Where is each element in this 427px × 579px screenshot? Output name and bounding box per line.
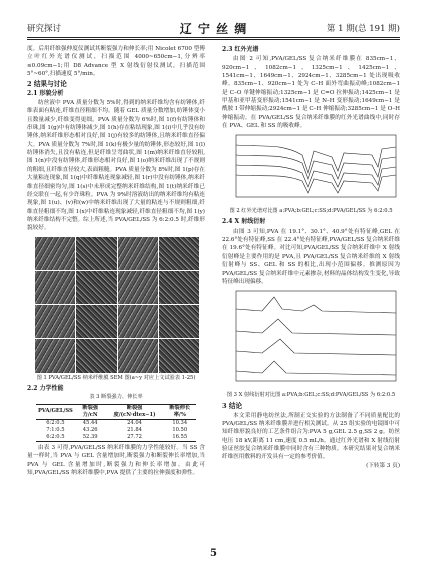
sem-image <box>35 339 75 372</box>
table-cell: 10.34 <box>172 419 188 426</box>
xrd-curve-a <box>236 297 396 313</box>
page-header <box>27 22 400 38</box>
table-row <box>36 427 196 434</box>
strength-table <box>36 404 196 442</box>
ir-spectrum-plot <box>222 133 400 207</box>
xrd-figure <box>222 289 400 391</box>
table-cell: 21.84 <box>127 426 142 433</box>
infrared-paragraph: 由图 2 可知,PVA/GEL/SS 复合纳米纤维膜在 835cm−1、920cm−1、1082cm−1、1325cm−1、1425cm−1、1541cm−1、1649cm−1、2924cm−1、3285cm−1 处出现吸收峰。835cm−1、920cm−1 处为 C–H 面外弯曲振动峰;1082cm−1 是 C–O 单键伸缩振动;1325cm−1 是 C=O 拉伸振动;1425cm−1 是甲基和亚甲基变形振动;1541cm−1 是 N–H 变形振动;1649cm−1 是酰胺 I 带伸缩振动;2924cm−1 是 C–H 伸缩振动;3285cm−1 是 O–H 伸缩振动。在 PVA/GEL/SS 复合纳米纤维膜的红外光谱曲线中,同时存在 PVA、GEL 和 SS 的吸收峰。 <box>222 56 400 130</box>
header-rule-thin <box>27 39 400 40</box>
table-header: PVA/GEL/SS <box>38 408 73 415</box>
table-cell: 45.44 <box>82 419 98 426</box>
sem-image <box>35 305 75 338</box>
table-cell: 52.39 <box>82 433 98 440</box>
sem-image-grid <box>35 237 199 373</box>
methods-paragraph: 度。后用纤维强伸度仪测试其断裂强力和伸长率;用 Nicolet 6700 型傅立叶红外光谱仪测试，扫描范围 4000~650cm−1,分辨率≤0.09cm−1;用 D8 Advance 型 X 射线衍射仪测试，扫描范围 5°~60°,扫描速度 5°/min。 <box>27 46 205 78</box>
xrd-plot <box>222 289 400 391</box>
table-cell: 6:2:0.5 <box>46 419 65 426</box>
xrd-curve-b <box>236 319 396 335</box>
ir-curve-a <box>236 145 396 173</box>
xrd-paragraph: 由图 3 可知,PVA 在 19.1°、30.1°、40.9°处有特征峰,GEL 在 22.6°处有特征峰,SS 在 22.4°处有特征峰,PVA/GEL/SS 复合纳米纤维在 19.6°处有特征峰。对比可知,PVA/GEL/SS 复合纳米纤维中 X 射线衍射峰是主要作用的是 PVA,且 PVA/GEL/SS 复合纳米纤维的 X 射线衍射峰与 SS、GEL 和 SS 的相比,出现小范围偏移。推测原因为 PVA/GEL/SS 复合纳米纤维中元素掺杂,材料的晶体结构发生变化,导致特征峰出现偏移。 <box>222 228 400 285</box>
table-cell: 43.26 <box>82 426 98 433</box>
sem-image <box>118 305 158 338</box>
sem-image <box>118 271 158 304</box>
sem-image <box>35 237 75 270</box>
xrd-curve-c <box>236 339 396 355</box>
morphology-heading: 2.1 形貌分析 <box>27 89 64 97</box>
sem-image <box>35 271 75 304</box>
right-column <box>222 45 400 470</box>
conclusion-paragraph: 本文采用静电纺丝法,所制正交实验的方法制备了不同质量配比的 PVA/GEL/SS 纳米纤维膜并进行相关测试。从 25 组实验的电镜图中可知纤维形貌良好的工艺条件组合为:PVA 5 g,GEL 2.5 g,SS 2 g。纺丝电压 18 kV,距离 11 cm,速度 0.5 mL/h。通过红外光谱和 X 射线衍射验证丝胶复合纳米纤维膜中同时含有三种物质。本研究结果对复合纳米纤维医用敷料的开发具有一定的参考价值。 <box>222 412 400 461</box>
table-header: 断裂强力/cN <box>82 404 98 418</box>
table3-title: 表 3 断裂强力、伸长率 <box>89 393 143 400</box>
ir-spectrum-figure <box>222 133 400 207</box>
results-heading: 2 结果与讨论 <box>27 80 67 89</box>
table-header: 断裂伸长率/% <box>169 404 191 418</box>
sem-image <box>159 271 199 304</box>
table-cell: 6:2:0.5 <box>46 433 65 440</box>
journal-title: 辽 宁 丝 绸 <box>179 22 248 36</box>
table-header: 断裂强度/(cN·dtex−1) <box>113 404 156 418</box>
sem-image <box>76 305 116 338</box>
mechanics-paragraph: 由表 3 可得,PVA/GEL/SS 纳米纤维膜的力学性能较好。当 SS 含量一样时,当 PVA 与 GEL 含量增加时,断裂强力和断裂伸长率增加,当 PVA 与 GEL 含量增加时,断裂强力和伸长率增加。由此可知,PVA/GEL/SS 纳米纤维膜中,PVA 提供了主要的拉伸强度和弹性。 <box>27 444 205 476</box>
table-cell: 24.04 <box>127 419 142 426</box>
table-cell: 7:1:0.5 <box>46 426 65 433</box>
sem-image <box>159 305 199 338</box>
table-cell: 16.55 <box>172 433 188 440</box>
infrared-heading: 2.3 红外光谱 <box>222 46 259 53</box>
xrd-curve-d <box>236 361 396 375</box>
ir-curve-c <box>236 165 396 187</box>
table-row <box>36 419 196 427</box>
continued-note: (下转第 3 页) <box>366 462 400 469</box>
sem-image <box>159 237 199 270</box>
figure1-caption: 图 1 PVA/GEL/SS 纳米纤维膜 SEM 图(a~y 对应上文试验表 1-25) <box>36 374 196 381</box>
sem-image <box>159 339 199 372</box>
figure3-caption: 图 3 X 射线衍射对比图 a:PVA;b:GEL;c:SS;d:PVA/GEL/SS 为 6:2:0.5 <box>226 392 396 399</box>
sem-image <box>118 237 158 270</box>
issue-label: 第 1 期(总 191 期) <box>326 24 400 34</box>
sem-image <box>76 339 116 372</box>
header-rule <box>27 37 400 38</box>
figure2-caption: 图 2 红外光谱对比图 a:PVA;b:GEL;c:SS;d:PVA/GEL/SS 为 6:2:0.5 <box>229 208 393 215</box>
sem-image <box>118 339 158 372</box>
morphology-paragraph: 纺丝液中 PVA 质量分数为 5%时,得到的纳米纤维均含有纺锤体,纤维表面有粘连,纤维直径粗细不均。随着 GEL 质量分数增加,纺锤体变小且数量减少,纤维变得更细。PVA 质量分数为 6%时,图 1(f)有纺锤体和串珠,图 1(g)中有纺锤体减少,图 1(h)存在粘结现象,图 1(i)中几乎没有纺锤体,纳米纤维形态相对良好,图 1(j)有较多的纺锤体,且纳米纤维直径偏大。PVA 质量分数为 7%时,图 1(k)有极少量的纺锤体,形态较好,图 1(l)纺锤体消失,且没有粘连,但是纤维呈弯曲状,图 1(m)纳米纤维直径较粗,图 1(n)中没有纺锤体,纤维形态相对良好,图 1(o)纳米纤维出现了不规则的粗细,且纤维直径较大,表面粗糙。PVA 质量分数为 8%时,图 1(p)存在大量粘连现象,图 1(q)中纤维粘连现象减轻,图 1(r)中没有纺锤体,纳米纤维直径细密均匀,图 1(s)中未形成完整纳米纤维结构,图 1(t)纳米纤维已经交联在一起,有少许珠粒。PVA 为 9%时溶液纺出的纳米纤维均有粘连现象,图 1(u)、(v)和(w)中纳米纤维出现了大量的粘连与不规则粗细,纤维直径粗细不均,图 1(x)中纤维粘连现象减轻,纤维直径粗细不均,图 1(y)纳米纤维结构不完整。综上所述,当 PVA/GEL/SS 为 6:2:0.5 时,纤维形貌较好。 <box>27 100 205 232</box>
ir-curve-d <box>236 175 396 193</box>
sem-image <box>76 237 116 270</box>
mechanics-heading: 2.2 力学性能 <box>27 384 64 392</box>
table-cell: 10.50 <box>172 426 188 433</box>
left-column <box>27 45 205 477</box>
conclusion-heading: 3 结论 <box>222 402 243 411</box>
table-cell: 27.72 <box>127 433 142 440</box>
section-label: 研究探讨 <box>27 24 62 34</box>
plot-frame <box>236 291 396 381</box>
table-row <box>36 434 196 442</box>
sem-image <box>76 271 116 304</box>
xrd-heading: 2.4 X 射线衍射 <box>222 218 266 226</box>
page-number: 5 <box>210 548 217 559</box>
